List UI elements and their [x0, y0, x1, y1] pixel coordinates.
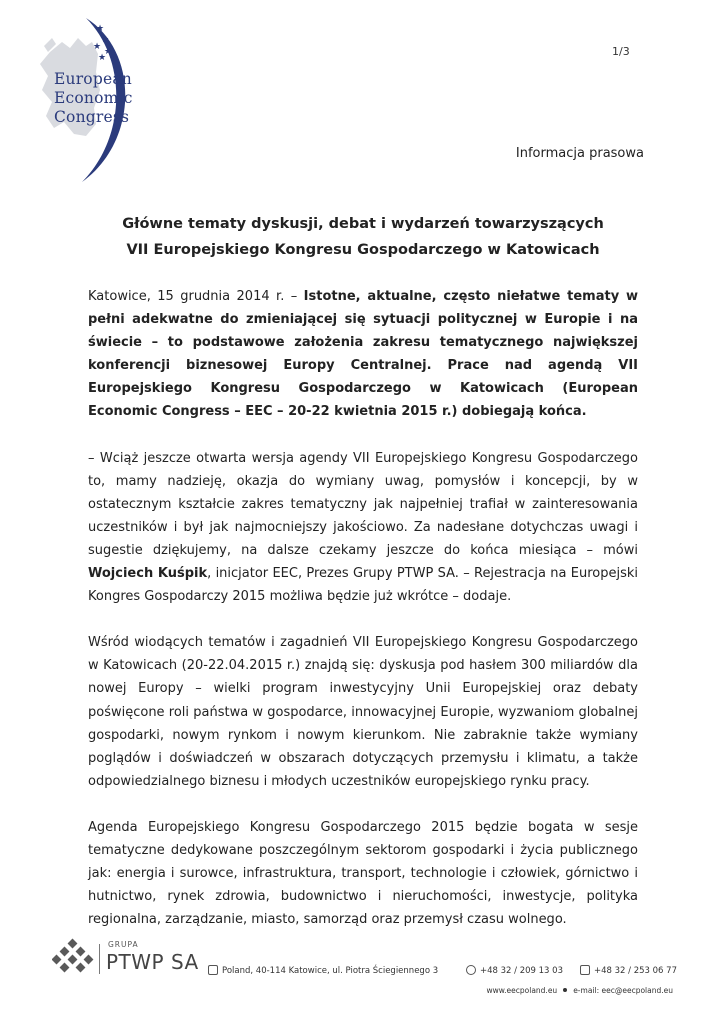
logo-line: Congress [54, 108, 130, 126]
title-line-2: VII Europejskiego Kongresu Gospodarczego w Katowicach [126, 242, 600, 258]
paragraph-lead [88, 285, 638, 424]
fax [580, 965, 677, 976]
page-number: 1/3 [612, 45, 630, 58]
email-link[interactable]: e-mail: eec@eecpoland.eu [573, 986, 673, 995]
quote-text: – Wciąż jeszcze otwarta wersja agendy VII Europejskiego Kongresu Gospodarczego to, mamy nadzieję, okazja do wymiany uwag, pomysłów i koncepcji, by w ostatecznym kształcie zakres tematyczny jak najpełniej trafiał w zainteresowania uczestników i był jak najmocniejszy jakościowo. Za nadesłane dotychczas uwagi i sugestie dziękujemy, na dalsze czekamy jeszcze do końca miesiąca – mówi [88, 450, 638, 558]
svg-text:★: ★ [98, 53, 107, 63]
phone-text: +48 32 / 209 13 03 [480, 966, 563, 976]
svg-text:★: ★ [104, 47, 113, 57]
website-link[interactable]: www.eecpoland.eu [486, 986, 558, 995]
paragraph-quote [88, 447, 638, 609]
fax-icon [580, 965, 590, 975]
phone-icon [466, 965, 476, 975]
web-contact [486, 986, 673, 995]
svg-text:★: ★ [96, 24, 105, 34]
paragraph-topics: Wśród wiodących tematów i zagadnień VII Europejskiego Kongresu Gospodarczego w Katowicach (20-22.04.2015 r.) znajdą się: dyskusja pod hasłem 300 miliardów dla nowej Europy – wielki program inwestycyjny Unii Europejskiej oraz debaty poświęcone roli państwa w gospodarce, innowacyjnej Europie, wyzwaniom globalnej gospodarki, nowym rynkom i nowym kierunkom. Nie zabraknie także wymiany poglądów i doświadczeń w obszarach dotyczących przemysłu i klimatu, a także odpowiedzialnego biznesu i młodych uczestników europejskiego rynku pracy. [88, 635, 638, 789]
company-group-label: GRUPA [108, 940, 139, 949]
eec-logo [30, 12, 140, 187]
phone [466, 965, 563, 976]
lead-bold-text: Istotne, aktualne, często niełatwe tematy w pełni adekwatne do zmieniającej się sytuacji politycznej w Europie i na świecie – to podstawowe założenia zakresu tematycznego największej konferencji biznesowej Europy Centralnej. Prace nad agendą VII Europejskiego Kongresu Gospodarczego w Katowicach (European Economic Congress – EEC – 20-22 kwietnia 2015 r.) dobiegają końca. [88, 289, 638, 420]
ptwp-logo-icon [52, 938, 94, 974]
paragraph-agenda: Agenda Europejskiego Kongresu Gospodarczego 2015 będzie bogata w sesje tematyczne dedykowane poszczególnym sektorom gospodarki i życia publicznego jak: energia i surowce, infrastruktura, transport, technologie i człowiek, górnictwo i hutnictwo, rynek zdrowia, budownictwo i nieruchomości, inwestycje, polityka regionalna, zarządzanie, miasto, samorząd oraz przemysł czasu wolnego. [88, 819, 638, 928]
address [208, 965, 438, 976]
building-icon [208, 965, 218, 975]
document-title [85, 211, 641, 263]
svg-text:★: ★ [101, 35, 110, 45]
company-name: PTWP SA [106, 950, 199, 974]
separator-dot [563, 988, 567, 992]
press-release-label: Informacja prasowa [515, 146, 644, 161]
footer [0, 930, 725, 1024]
logo-wordmark [54, 70, 133, 127]
svg-text:★: ★ [93, 42, 102, 52]
logo-line: Economic [54, 89, 133, 107]
document-body [88, 285, 638, 954]
dateline: Katowice, 15 grudnia 2014 r. – [88, 289, 304, 304]
address-text: Poland, 40-114 Katowice, ul. Piotra Ściegiennego 3 [222, 966, 439, 976]
fax-text: +48 32 / 253 06 77 [594, 966, 677, 976]
speaker-name: Wojciech Kuśpik [88, 566, 208, 582]
title-line-1: Główne tematy dyskusji, debat i wydarzeń towarzyszących [122, 216, 604, 232]
logo-line: European [54, 70, 132, 88]
quote-text-end: , inicjator EEC, Prezes Grupy PTWP SA. – Rejestracja na Europejski Kongres Gospodarczy 2015 możliwa będzie już wkrótce – dodaje. [88, 566, 638, 605]
footer-divider [99, 944, 100, 974]
